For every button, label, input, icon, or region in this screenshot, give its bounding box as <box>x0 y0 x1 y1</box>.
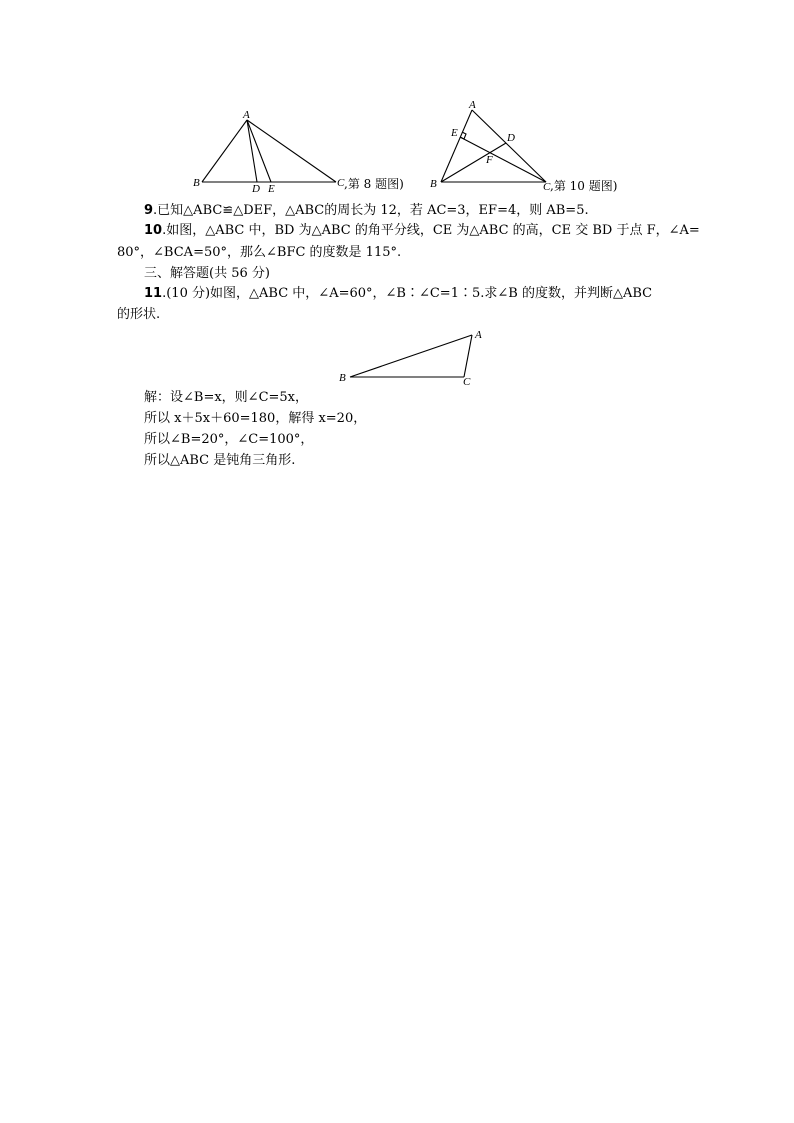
fig8-segment-ae <box>247 120 271 182</box>
figure-11 <box>336 324 496 388</box>
fig8-label-c: C <box>337 177 345 189</box>
fig10-label-a: A <box>469 99 476 111</box>
question-11-number: 11 <box>144 286 163 301</box>
fig8-side-ab <box>202 120 247 182</box>
question-11-line-1 <box>144 285 652 303</box>
question-9 <box>144 202 589 220</box>
fig8-side-ac <box>247 120 336 182</box>
fig10-label-b: B <box>430 178 437 190</box>
question-9-number: 9 <box>144 203 154 218</box>
solution-line-2: 所以 x＋5x＋60=180，解得 x=20， <box>144 411 367 426</box>
fig8-label-a: A <box>243 109 250 121</box>
fig8-label-b: B <box>193 177 200 189</box>
question-11-text-1: .(10 分)如图，△ABC 中，∠A=60°，∠B∶∠C=1∶5.求∠B 的度数，并判断△ABC <box>162 286 653 301</box>
solution-line-4: 所以△ABC 是钝角三角形. <box>144 453 296 468</box>
question-10-number: 10 <box>144 223 163 238</box>
fig8-caption: ,第 8 题图) <box>344 177 404 191</box>
fig11-label-b: B <box>339 372 346 384</box>
figure-8 <box>188 104 428 196</box>
figure-10 <box>426 96 632 198</box>
fig8-segment-ad <box>247 120 257 182</box>
fig10-altitude-ce <box>460 137 546 182</box>
fig10-side-ac <box>472 110 546 182</box>
fig10-label-d: D <box>507 132 515 144</box>
fig11-label-c: C <box>463 376 471 388</box>
solution-line-1: 解：设∠B=x，则∠C=5x， <box>144 390 309 405</box>
fig10-label-c: C <box>543 181 551 193</box>
fig11-side-ab <box>350 335 472 377</box>
fig10-bisector-bd <box>441 143 506 182</box>
solution-line-3: 所以∠B=20°，∠C=100°， <box>144 432 314 447</box>
fig11-side-ac <box>464 335 472 377</box>
question-10-line-2: 80°，∠BCA=50°，那么∠BFC 的度数是 115°. <box>117 245 402 260</box>
fig10-label-f: F <box>486 154 493 166</box>
fig8-label-d: D <box>252 183 260 195</box>
question-9-text: .已知△ABC≌△DEF，△ABC的周长为 12，若 AC=3，EF=4，则 AB=5. <box>153 203 589 218</box>
section-3-title: 三、解答题(共 56 分) <box>144 266 270 281</box>
fig10-label-e: E <box>451 127 458 139</box>
question-10-line-1 <box>144 222 700 240</box>
question-10-text-1: .如图，△ABC 中，BD 为△ABC 的角平分线，CE 为△ABC 的高，CE 交 BD 于点 F，∠A= <box>162 223 700 238</box>
fig8-label-e: E <box>268 183 275 195</box>
question-11-line-2: 的形状. <box>117 307 161 322</box>
fig11-label-a: A <box>475 329 482 341</box>
fig10-caption: ,第 10 题图) <box>550 179 618 193</box>
fig10-side-ab <box>441 110 472 182</box>
